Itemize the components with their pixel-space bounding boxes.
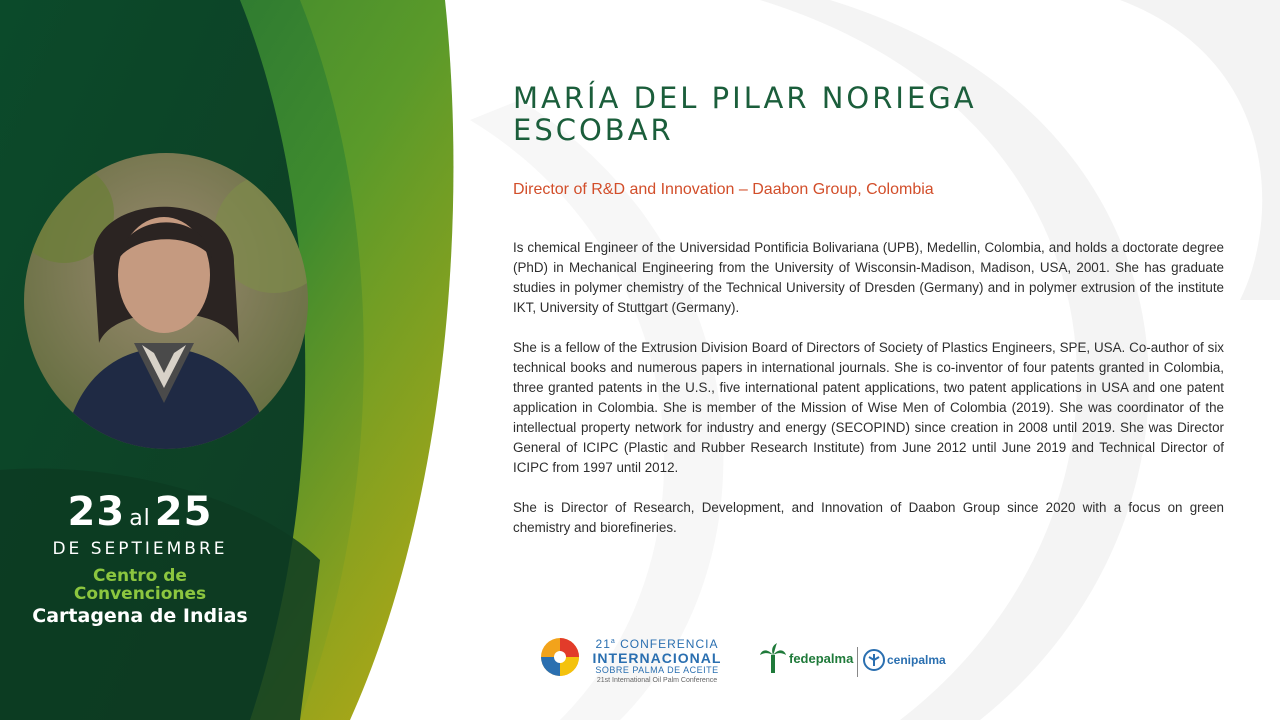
sponsor-logos — [538, 635, 958, 690]
cenipalma-icon — [863, 649, 885, 671]
venue-line1: Centro de — [93, 566, 187, 586]
cenipalma-logo — [863, 649, 946, 671]
venue-line2: Convenciones — [73, 584, 207, 604]
conf-international: INTERNACIONAL — [592, 650, 722, 666]
speaker-name-line2: ESCOBAR — [513, 113, 674, 147]
conf-english: 21st International Oil Palm Conference — [596, 677, 718, 684]
conference-logo-icon — [538, 635, 582, 679]
conf-word: CONFERENCIA — [620, 637, 719, 651]
event-month: DE SEPTIEMBRE — [52, 539, 228, 559]
day-end: 25 — [154, 489, 213, 535]
logo-divider — [857, 647, 858, 677]
venue-city: Cartagena de Indias — [32, 605, 248, 627]
conf-number: 21 — [595, 637, 611, 651]
conf-subtitle: SOBRE PALMA DE ACEITE — [595, 665, 719, 675]
palm-icon — [760, 643, 786, 673]
speaker-name — [513, 82, 1213, 146]
bio-paragraph-1: Is chemical Engineer of the Universidad Pontificia Bolivariana (UPB), Medellin, Colombia, and holds a doctorate degree (PhD) in Mechanical Engineering from the University of Wisconsin-Madison, Madison, USA, 2001. She has graduate studies in polymer chemistry of the Technical University of Dresden (Germany) and in polymer extrusion of the institute IKT, University of Stuttgart (Germany). — [513, 240, 1224, 315]
conference-logo-text — [588, 637, 726, 684]
event-dates — [20, 490, 260, 541]
speaker-role: Director of R&D and Innovation – Daabon Group, Colombia — [513, 181, 934, 198]
event-date-venue — [20, 490, 260, 627]
speaker-photo — [24, 153, 308, 449]
fedepalma-name: fedepalma — [789, 650, 854, 666]
conf-ordinal: a — [610, 638, 616, 645]
day-start: 23 — [67, 489, 126, 535]
bio-paragraph-3: She is Director of Research, Development, and Innovation of Daabon Group since 2020 with a focus on green chemistry and biorefineries. — [513, 500, 1224, 535]
speaker-name-line1: MARÍA DEL PILAR NORIEGA — [513, 81, 977, 115]
date-connector: al — [129, 506, 151, 531]
fedepalma-logo — [760, 643, 853, 673]
speaker-bio — [513, 238, 1224, 558]
cenipalma-name: cenipalma — [887, 653, 946, 667]
bio-paragraph-2: She is a fellow of the Extrusion Division Board of Directors of Society of Plastics Engineers, SPE, USA. Co-author of six technical books and numerous papers in international journals. She is co-inventor of four patents granted in Colombia, three granted patents in the U.S., five international patent applications, two patent applications in USA and one patent application in Colombia. She is member of the Mission of Wise Men of Colombia (2019). She was coordinator of the intellectual property network for industry and energy (SECOPIND) since creation in 2008 until 2019. She was Director General of ICIPC (Plastic and Rubber Research Institute) from June 2012 until June 2019 and Technical Director of ICIPC from 1997 until 2012. — [513, 340, 1224, 475]
